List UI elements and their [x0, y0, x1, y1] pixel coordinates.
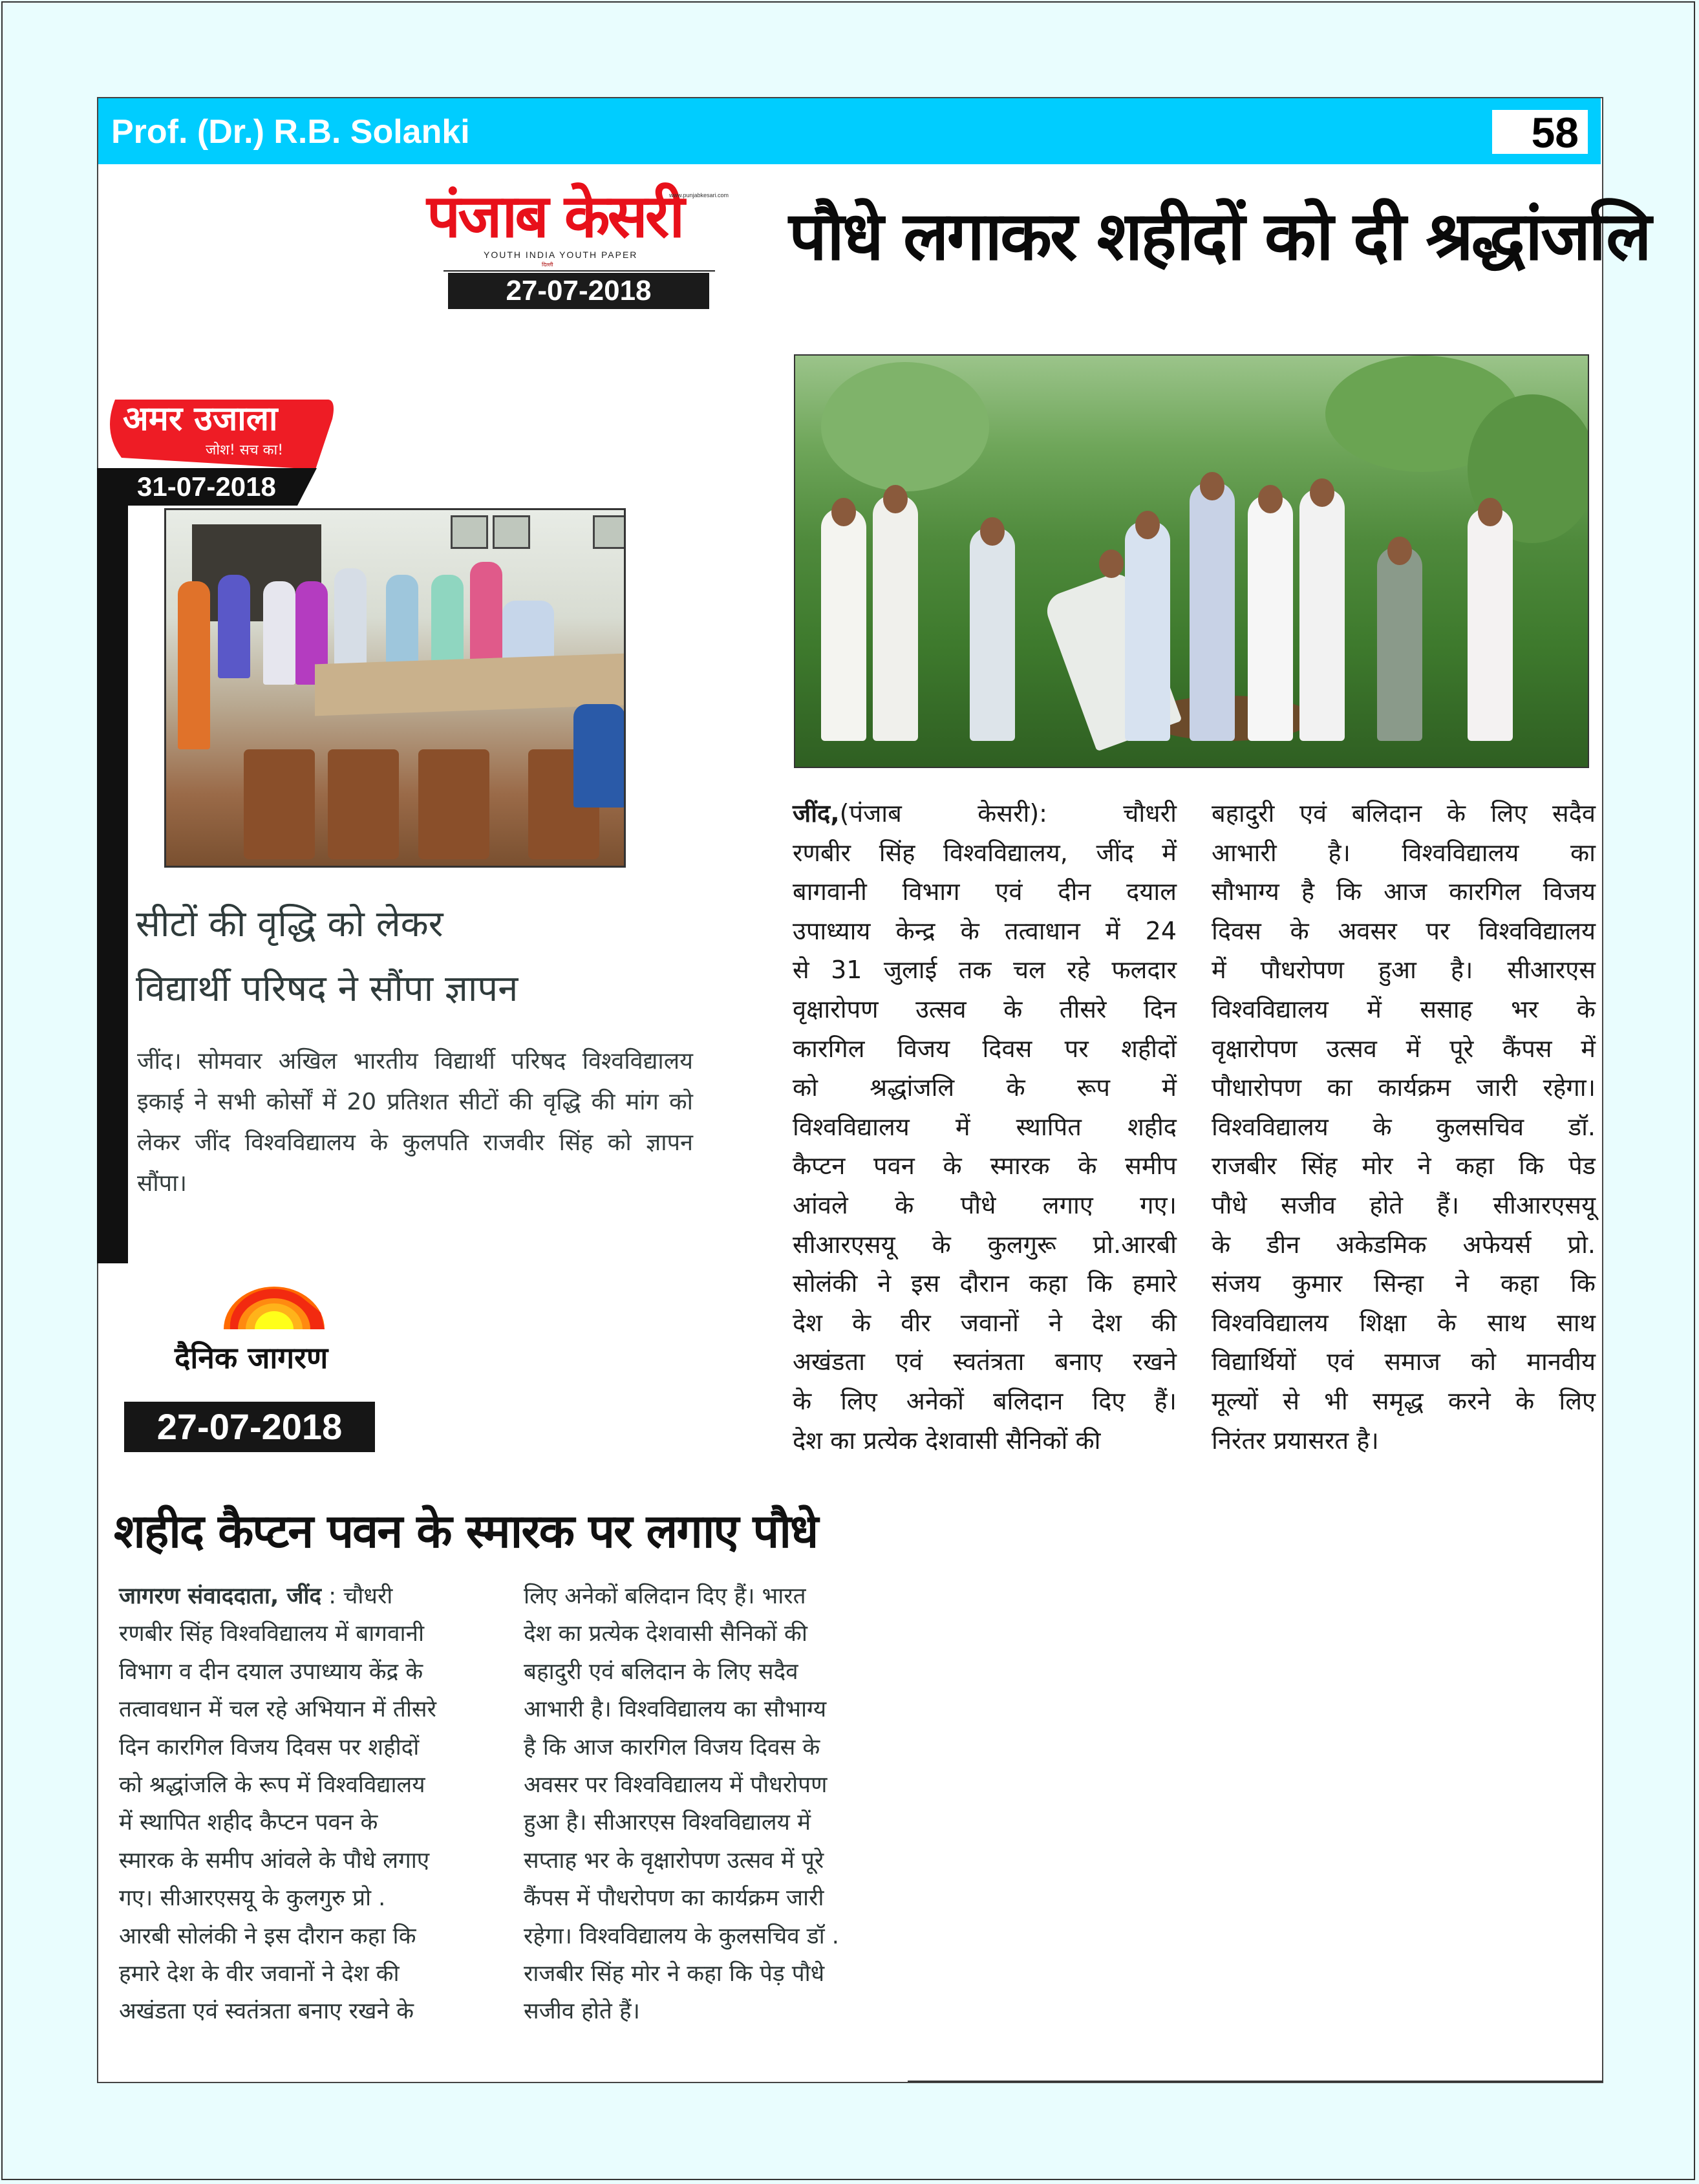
article-line: [793, 950, 1177, 990]
article-line-text: रणबीर सिंह विश्वविद्यालय, जींद में: [793, 838, 1177, 867]
article-line-text: : चौधरी: [321, 1583, 393, 1609]
article-line-text: कारगिल विजय दिवस पर शहीदों: [793, 1034, 1177, 1063]
article-line: अवसर पर विश्वविद्यालय में पौधरोपण: [524, 1772, 828, 1799]
dateline: जागरण संवाददाता, जींद: [119, 1583, 322, 1609]
article-line-text: दिन कारगिल विजय दिवस पर शहीदों: [119, 1734, 420, 1761]
punjab-kesari-website: www.punjabkesari.com: [669, 192, 729, 198]
article-line-text: उपाध्याय केन्द्र के तत्वाधान में 24: [793, 916, 1177, 945]
article-line: निरंतर प्रयासरत है।: [1212, 1426, 1379, 1455]
article-line: [119, 1842, 494, 1879]
article-line: बहादुरी एवं बलिदान के लिए सदैव: [1212, 799, 1596, 828]
article-line-text: अखंडता एवं स्वतंत्रता बनाए रखने के: [119, 1998, 414, 2025]
article-line-text: तत्वावधान में चल रहे अभियान में तीसरे: [119, 1697, 436, 1723]
article-line: मूल्यों से भी समृद्ध करने के लिए: [1212, 1386, 1596, 1415]
page-bottom-rule: [908, 2081, 1603, 2082]
article-line: [793, 1382, 1177, 1421]
article-line-text: में स्थापित शहीद कैप्टन पवन के: [119, 1810, 378, 1836]
article-line: [119, 1766, 494, 1804]
article-line-text: सोलंकी ने इस दौरान कहा कि हमारे: [793, 1269, 1177, 1298]
article-line-text: अखंडता एवं स्वतंत्रता बनाए रखने: [793, 1347, 1177, 1376]
article-line: सप्ताह भर के वृक्षारोपण उत्सव में पूरे: [524, 1847, 824, 1874]
amar-ujala-side-bar: [97, 468, 128, 1263]
article-line: विश्वविद्यालय के कुलसचिव डॉ.: [1212, 1112, 1596, 1141]
article-line: सौभाग्य है कि आज कारगिल विजय: [1212, 877, 1596, 906]
masthead-rule: [443, 270, 715, 272]
article-line-text: (पंजाब केसरी): चौधरी: [839, 799, 1177, 828]
article-line-text: से 31 जुलाई तक चल रहे फलदार: [793, 956, 1177, 985]
article-line: है कि आज कारगिल विजय दिवस के: [524, 1734, 820, 1761]
article-line-text: कैप्टन पवन के स्मारक के समीप: [793, 1151, 1177, 1181]
article-line: [793, 794, 1177, 833]
header-title: Prof. (Dr.) R.B. Solanki: [111, 113, 470, 151]
dainik-jagran-sun-icon: [224, 1287, 325, 1329]
page-number: 58: [1492, 110, 1588, 154]
article-line: [793, 833, 1177, 873]
dainik-jagran-headline: शहीद कैप्टन पवन के स्मारक पर लगाए पौधे: [114, 1504, 818, 1558]
article-line: पौधारोपण का कार्यक्रम जारी रहेगा।: [1212, 1073, 1596, 1102]
amar-ujala-date: 31-07-2018: [137, 471, 276, 502]
dainik-jagran-column-2: [524, 1578, 899, 2031]
article-line: में पौधरोपण हुआ है। सीआरएस: [1212, 956, 1596, 985]
article-line: विश्वविद्यालय में ससाह भर के: [1212, 994, 1596, 1023]
article-line-text: बागवानी विभाग एवं दीन दयाल: [793, 877, 1177, 906]
article-line: विद्यार्थियों एवं समाज को मानवीय: [1212, 1347, 1596, 1376]
punjab-kesari-column-2: [1212, 794, 1596, 1460]
article-line-text: आंवले के पौधे लगाए गए।: [793, 1190, 1177, 1219]
article-line-text: स्मारक के समीप आंवले के पौधे लगाए: [119, 1847, 430, 1874]
article-line: [119, 1993, 494, 2030]
article-line-text: सीआरएसयू के कुलगुरू प्रो.आरबी: [793, 1230, 1177, 1259]
article-line: संजय कुमार सिन्हा ने कहा कि: [1212, 1269, 1596, 1298]
article-line: आभारी है। विश्वविद्यालय का: [1212, 838, 1596, 867]
punjab-kesari-headline: पौधे लगाकर शहीदों को दी श्रद्धांजलि: [789, 197, 1650, 275]
article-line: [793, 1186, 1177, 1225]
article-line: [119, 1879, 494, 1917]
memorandum-meeting-photo: [164, 508, 626, 868]
article-line: [119, 1653, 494, 1691]
punjab-kesari-city: दिल्ली: [542, 262, 553, 268]
article-line: [119, 1918, 494, 1955]
article-line: लिए अनेकों बलिदान दिए हैं। भारत: [524, 1583, 806, 1609]
article-line-text: आरबी सोलंकी ने इस दौरान कहा कि: [119, 1923, 416, 1949]
punjab-kesari-column-1: [793, 794, 1177, 1460]
punjab-kesari-logo: पंजाब केसरी: [427, 182, 683, 251]
article-line: बहादुरी एवं बलिदान के लिए सदैव: [524, 1658, 798, 1685]
dainik-jagran-date: 27-07-2018: [124, 1402, 375, 1452]
dainik-jagran-column-1: [119, 1578, 494, 2031]
article-line: वृक्षारोपण उत्सव में पूरे कैंपस में: [1212, 1034, 1596, 1063]
article-line: [119, 1615, 494, 1653]
article-line: [793, 1264, 1177, 1303]
article-line: [119, 1691, 494, 1728]
article-line: रहेगा। विश्वविद्यालय के कुलसचिव डॉ .: [524, 1923, 839, 1949]
article-line: [793, 1421, 1177, 1461]
article-line-text: रणबीर सिंह विश्वविद्यालय में बागवानी: [119, 1621, 425, 1647]
punjab-kesari-date: 27-07-2018: [448, 273, 709, 309]
article-line: दिवस के अवसर पर विश्वविद्यालय: [1212, 916, 1596, 945]
amar-ujala-headline-line: सीटों की वृद्धि को लेकर: [136, 903, 443, 945]
article-line: राजबीर सिंह मोर ने कहा कि पेड़ पौधे: [524, 1961, 825, 1987]
article-line-text: को श्रद्धांजलि के रूप में विश्वविद्यालय: [119, 1772, 425, 1799]
article-line: [793, 1146, 1177, 1186]
article-line: [793, 1029, 1177, 1069]
article-line: [793, 1068, 1177, 1108]
article-line: [793, 912, 1177, 951]
article-line-text: वृक्षारोपण उत्सव के तीसरे दिन: [793, 994, 1177, 1023]
dainik-jagran-logo: दैनिक जागरण: [175, 1340, 328, 1375]
article-line-text: विभाग व दीन दयाल उपाध्याय केंद्र के: [119, 1658, 423, 1685]
amar-ujala-logo: अमर उजाला: [123, 400, 278, 438]
article-line-text: विश्वविद्यालय में स्थापित शहीद: [793, 1112, 1177, 1141]
article-line: कैंपस में पौधरोपण का कार्यक्रम जारी: [524, 1885, 824, 1912]
article-line: देश का प्रत्येक देशवासी सैनिकों की: [524, 1621, 807, 1647]
article-line-text: के लिए अनेकों बलिदान दिए हैं।: [793, 1386, 1177, 1415]
article-line-text: देश के वीर जवानों ने देश की: [793, 1308, 1177, 1337]
article-line-text: हमारे देश के वीर जवानों ने देश की: [119, 1961, 400, 1987]
tree-planting-photo: [794, 354, 1589, 768]
article-line: [793, 872, 1177, 912]
article-line: विश्वविद्यालय शिक्षा के साथ साथ: [1212, 1308, 1596, 1337]
amar-ujala-tagline: जोश! सच का!: [206, 442, 284, 458]
dateline: जींद,: [793, 799, 840, 828]
article-line: हुआ है। सीआरएस विश्वविद्यालय में: [524, 1810, 811, 1836]
article-line: [793, 1225, 1177, 1265]
article-line: [119, 1729, 494, 1766]
amar-ujala-headline: [136, 892, 692, 1022]
article-line-text: देश का प्रत्येक देशवासी सैनिकों की: [793, 1426, 1101, 1455]
amar-ujala-headline-line: विद्यार्थी परिषद ने सौंपा ज्ञापन: [136, 968, 518, 1010]
article-line-text: गए। सीआरएसयू के कुलगुरु प्रो .: [119, 1885, 386, 1912]
article-line-text: को श्रद्धांजलि के रूप में: [793, 1073, 1177, 1102]
article-line: राजबीर सिंह मोर ने कहा कि पेड: [1212, 1151, 1596, 1181]
article-line: [119, 1955, 494, 1993]
punjab-kesari-tagline: YOUTH INDIA YOUTH PAPER: [484, 250, 638, 260]
article-line: [119, 1578, 494, 1615]
article-line: [793, 990, 1177, 1029]
article-line: पौधे सजीव होते हैं। सीआरएसयू: [1212, 1190, 1596, 1219]
article-line: [793, 1342, 1177, 1382]
article-line: [119, 1804, 494, 1841]
article-line: के डीन अकेडमिक अफेयर्स प्रो.: [1212, 1230, 1596, 1259]
amar-ujala-body: जींद। सोमवार अखिल भारतीय विद्यार्थी परिषद विश्वविद्यालय इकाई ने सभी कोर्सों में 20 प्रतिशत सीटों की वृद्धि की मांग को लेकर जींद विश्वविद्यालय के कुलपति राजवीर सिंह को ज्ञापन सौंपा।: [137, 1048, 693, 1197]
article-line: [793, 1303, 1177, 1343]
article-line: सजीव होते हैं।: [524, 1998, 640, 2025]
article-line: [793, 1108, 1177, 1147]
article-line: आभारी है। विश्वविद्यालय का सौभाग्य: [524, 1697, 827, 1723]
